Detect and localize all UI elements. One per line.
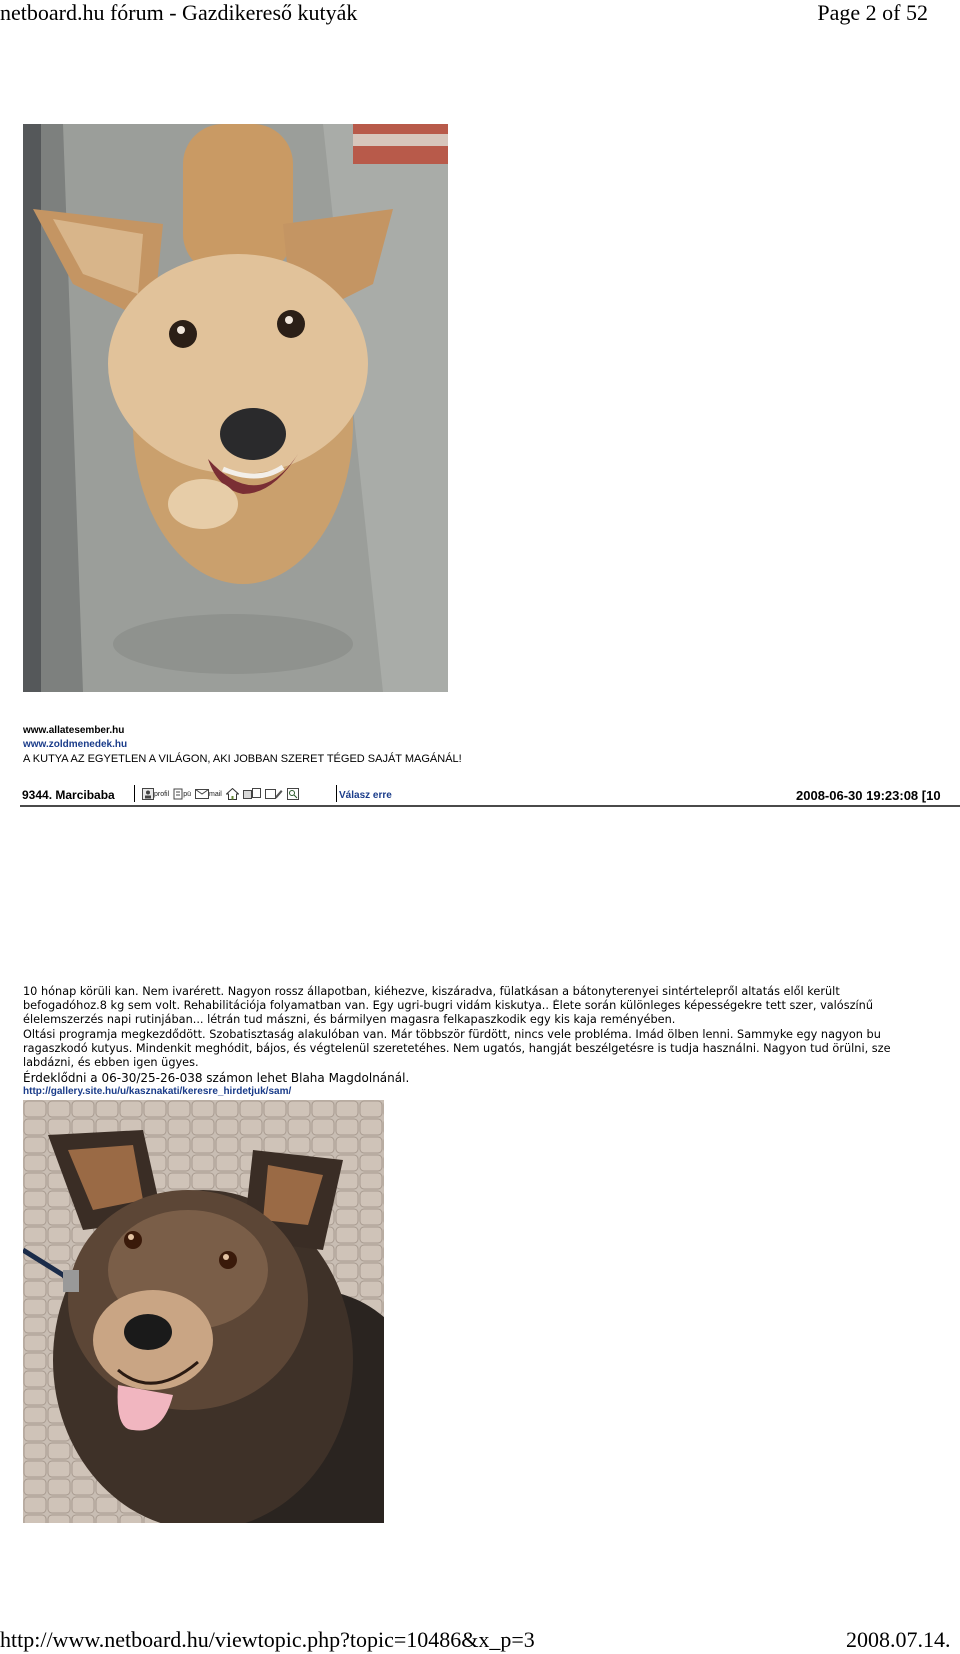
profile-icon[interactable] bbox=[142, 787, 169, 801]
separator bbox=[134, 785, 135, 802]
post-text-line: élelemszerzés napi rutinjában... létrán tud mászni, és bármilyen magasra felkapaszkodik egy kis kaja reményében. bbox=[23, 1013, 676, 1026]
quote-icon[interactable] bbox=[243, 787, 261, 801]
signature-motto: A KUTYA AZ EGYETLEN A VILÁGON, AKI JOBBAN SZERET TÉGED SAJÁT MAGÁNÁL! bbox=[23, 753, 462, 765]
post-text-line: ragaszkodó kutyus. Mindenkit meghódit, bájos, és végtelenül szeretetéhes. Nem ugatós, hangját beszélgetésre is tudja használni. Nagyon tud örülni, sze bbox=[23, 1042, 891, 1055]
separator bbox=[336, 785, 337, 802]
gallery-link[interactable]: http://gallery.site.hu/u/kasznakati/keresre_hirdetjuk/sam/ bbox=[23, 1086, 292, 1097]
pm-label: pü bbox=[183, 790, 191, 798]
page-title: netboard.hu fórum - Gazdikereső kutyák bbox=[0, 0, 358, 25]
mail-icon[interactable] bbox=[195, 787, 222, 801]
contact-text: Érdeklődni a 06-30/25-26-038 számon lehet Blaha Magdolnánál. bbox=[23, 1071, 410, 1085]
mail-label: mail bbox=[208, 790, 222, 798]
pm-icon[interactable] bbox=[173, 787, 191, 801]
profile-label: profil bbox=[154, 790, 170, 798]
post-text-line: 10 hónap körüli kan. Nem ivarérett. Nagyon rossz állapotban, kiéhezve, kiszáradva, fülatkásan a bátonyterenyei sintértelepről altatás elől került bbox=[23, 985, 840, 998]
home-icon[interactable] bbox=[226, 787, 239, 801]
post-number-author[interactable]: 9344. Marcibaba bbox=[22, 788, 115, 802]
post-action-icons bbox=[142, 786, 299, 802]
print-footer bbox=[0, 1627, 960, 1654]
print-date: 2008.07.14. bbox=[846, 1627, 951, 1652]
post-datetime: 2008-06-30 19:23:08 [10 bbox=[796, 788, 941, 803]
signature-link-allatesember[interactable]: www.allatesember.hu bbox=[23, 725, 125, 736]
post-header bbox=[20, 785, 960, 807]
post-text-line: befogadóhoz.8 kg sem volt. Rehabilitációja folyamatban van. Egy ugri-bugri vidám kiskutya.. Élete során különleges képességekre tett szer, valószínű bbox=[23, 999, 873, 1012]
signature-link-zoldmenedek[interactable]: www.zoldmenedek.hu bbox=[23, 739, 128, 750]
post-text-line: Oltási programja megkezdődött. Szobatisztaság alakulóban van. Már többször fürdött, nincs vele probléma. Imád ölben lenni. Sammyke egy nagyon bu bbox=[23, 1028, 881, 1041]
edit-icon[interactable] bbox=[265, 787, 283, 801]
post-text-line: labdázni, és ebben igen ügyes. bbox=[23, 1056, 199, 1069]
reply-link[interactable]: Válasz erre bbox=[339, 790, 392, 801]
page-counter: Page 2 of 52 bbox=[817, 0, 928, 25]
page-url: http://www.netboard.hu/viewtopic.php?topic=10486&x_p=3 bbox=[0, 1627, 535, 1652]
print-header bbox=[0, 0, 960, 30]
search-icon[interactable] bbox=[287, 787, 299, 801]
dog-photo-puppy bbox=[23, 124, 448, 692]
dog-photo-sam bbox=[23, 1100, 384, 1523]
